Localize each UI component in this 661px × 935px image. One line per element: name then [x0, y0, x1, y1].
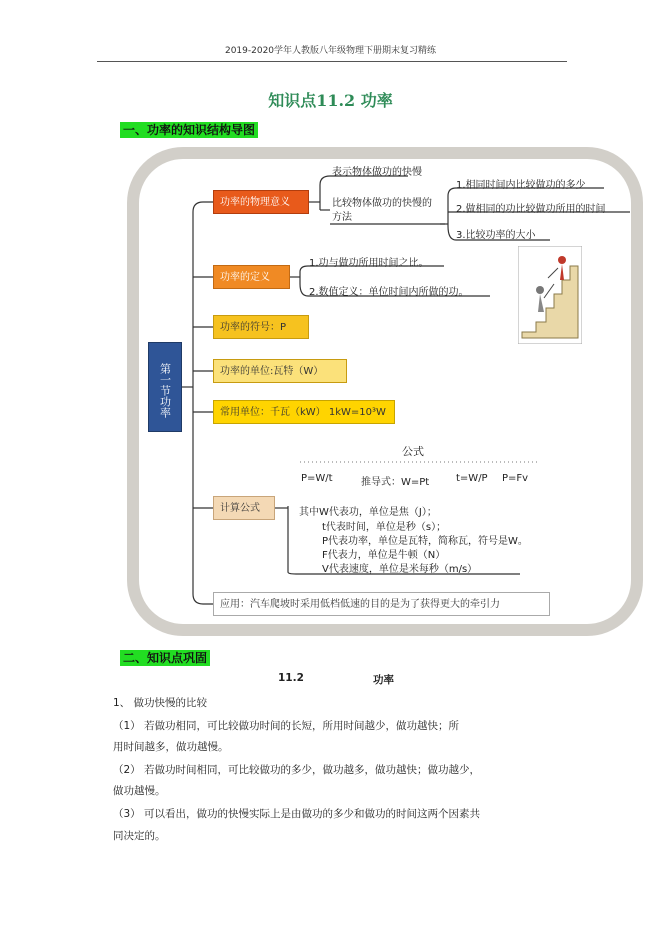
formula-line-2: t代表时间，单位是秒（s）；: [322, 522, 447, 533]
leaf-method-2: 2.做相同的功比较做功所用的时间: [456, 204, 606, 215]
node-definition: 功率的定义: [213, 265, 290, 289]
section-heading-consolidation: 二、知识点巩固: [120, 650, 210, 666]
node-formula: 计算公式: [213, 496, 275, 520]
node-common-unit: 常用单位：千瓦（kW） 1kW=10³W: [213, 400, 395, 424]
body-item-1: 1、 做功快慢的比较: [113, 697, 208, 709]
stairs-illustration: [518, 246, 582, 344]
node-physical-meaning: 功率的物理意义: [213, 190, 309, 214]
page-title: 知识点11.2 功率: [268, 91, 393, 110]
formula-work: 推导式：W=Pt: [361, 477, 430, 488]
formula-line-1: 其中W代表功，单位是焦（J）；: [299, 507, 437, 518]
formula-line-5: V代表速度，单位是米每秒（m/s）: [322, 564, 478, 575]
formula-line-3: P代表功率，单位是瓦特，简称瓦，符号是W。: [322, 536, 528, 547]
body-paragraph-3b: 同决定的。: [113, 830, 166, 842]
body-paragraph-1b: 用时间越多，做功越慢。: [113, 741, 229, 753]
formula-power: P=W/t: [301, 473, 333, 484]
subheading-number: 11.2: [278, 672, 304, 684]
leaf-meaning-b: 比较物体做功的快慢的方法: [332, 198, 432, 223]
formula-force-velocity: P=Fv: [502, 473, 529, 484]
leaf-definition-1: 1.功与做功所用时间之比。: [309, 258, 429, 269]
leaf-method-1: 1.相同时间内比较做功的多少: [456, 180, 586, 191]
leaf-method-3: 3.比较功率的大小: [456, 230, 536, 241]
node-unit: 功率的单位:瓦特（W）: [213, 359, 347, 383]
formula-line-4: F代表力，单位是牛顿（N）: [322, 550, 446, 561]
body-paragraph-1a: （1） 若做功相同，可比较做功时间的长短，所用时间越少，做功越快；所: [113, 720, 460, 732]
node-application: 应用：汽车爬坡时采用低档低速的目的是为了获得更大的牵引力: [213, 592, 550, 616]
running-header: 2019-2020学年人教版八年级物理下册期末复习精练: [224, 46, 437, 56]
leaf-definition-2: 2.数值定义：单位时间内所做的功。: [309, 287, 469, 298]
body-paragraph-2b: 做功越慢。: [113, 785, 166, 797]
subheading-name: 功率: [373, 674, 394, 686]
formula-time: t=W/P: [456, 473, 488, 484]
node-symbol: 功率的符号：P: [213, 315, 309, 339]
body-paragraph-2a: （2） 若做功时间相同，可比较做功的多少，做功越多，做功越快；做功越少，: [113, 764, 481, 776]
mindmap-root: 第一节功率: [148, 342, 182, 432]
section-heading-structure: 一、功率的知识结构导图: [120, 122, 258, 138]
leaf-meaning-a: 表示物体做功的快慢: [332, 167, 422, 178]
body-paragraph-3a: （3） 可以看出，做功的快慢实际上是由做功的多少和做功的时间这两个因素共: [113, 808, 481, 820]
formula-heading: 公式: [402, 445, 424, 458]
